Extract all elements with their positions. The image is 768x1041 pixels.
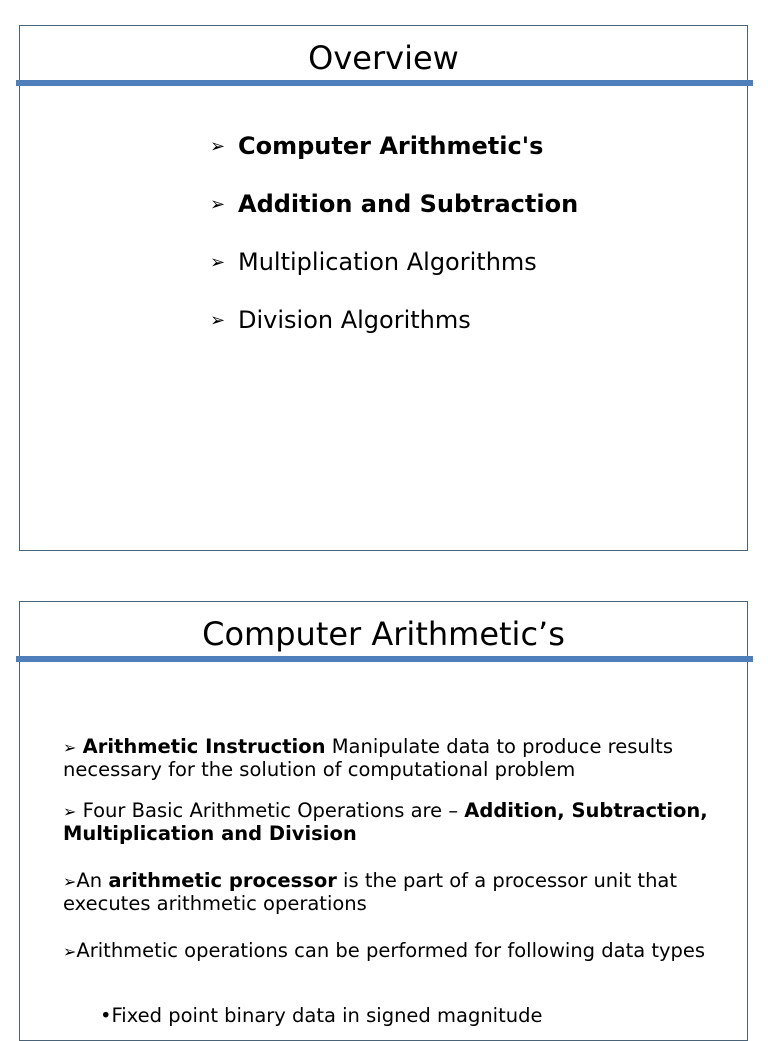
title-divider [16,656,753,662]
arrow-bullet-icon: ➢ [63,872,77,891]
arrow-bullet-icon: ➢ [210,136,226,157]
arrow-bullet-icon: ➢ [63,942,77,961]
arrow-bullet-icon: ➢ [63,738,77,757]
slide-title: Overview [308,39,459,77]
list-item [210,190,578,248]
list-item [210,132,578,190]
paragraph-text-pre: An [76,869,109,892]
list-item [210,248,578,306]
computer-arithmetic-slide [19,601,748,1041]
paragraph-text: Four Basic Arithmetic Operations are – [76,799,465,822]
list-item-label: Computer Arithmetic's [238,132,544,160]
list-item-label: Multiplication Algorithms [238,248,537,276]
paragraph-data-types [63,940,723,963]
paragraph-arithmetic-processor [63,870,723,915]
arrow-bullet-icon: ➢ [210,194,226,215]
paragraph-arithmetic-instruction [63,736,723,781]
paragraph-text: Arithmetic operations can be performed for following data types [76,939,706,962]
overview-slide [19,25,748,551]
paragraph-text: Manipulate data to produce results necessary for the solution of computational problem [63,735,673,781]
overview-list [210,132,578,364]
term-bold: Addition, Subtraction, Multiplication and Division [63,799,708,845]
term-bold: Arithmetic Instruction [82,735,326,758]
arrow-bullet-icon: ➢ [63,802,77,821]
list-item-label: Addition and Subtraction [238,190,579,218]
title-divider [16,80,753,86]
term-bold: arithmetic processor [108,869,337,892]
sub-bullet-fixed-point: •Fixed point binary data in signed magnitude [100,1004,543,1027]
paragraph-text-post: is the part of a processor unit that executes arithmetic operations [63,869,678,915]
list-item-label: Division Algorithms [238,306,471,334]
arrow-bullet-icon: ➢ [210,310,226,331]
arrow-bullet-icon: ➢ [210,252,226,273]
paragraph-basic-operations [63,800,723,845]
slide-title: Computer Arithmetic’s [202,615,565,653]
list-item [210,306,578,364]
